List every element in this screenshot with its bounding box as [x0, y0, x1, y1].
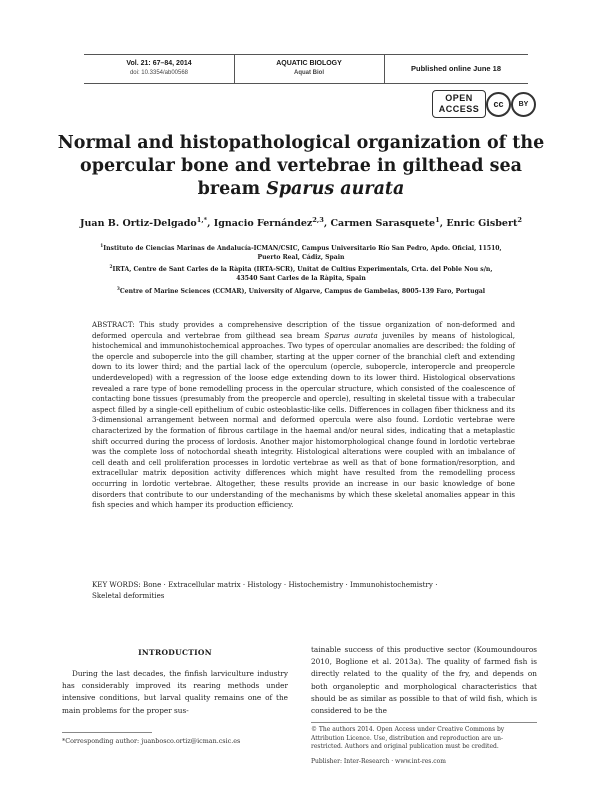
affiliation-1-number: 1	[100, 244, 104, 249]
abstract	[92, 320, 515, 511]
corresponding-author: *Corresponding author: juanbosco.ortiz@icman.csic.es	[62, 737, 241, 745]
abstract-text-end: juveniles by means of histological, histochemical and immunohistochemical approaches. Two types of opercular anomalies are described: the folding of the opercle and subopercle into the gill chamber, starting at the upper corner of the branchial cleft and extending down to its lower third; and the partial lack of the operculum (opercle, subopercle, interopercle and preopercle underdeveloped) with a regression of the loose edge extending down to its lower third. Histological observations revealed a rare type of bone remodelling process in the opercular structure, which consisted of the coalescence of contacting bone tissues (presumably from the preopercle and opercle), resulting in skeletal tissue with a trabecular aspect filled by a single-cell epithelium of cubic osteoblastic-like cells. Differences in collagen fiber thickness and its 3-dimensional arrangement between normal and deformed opercula were also found. Lordotic vertebrae were characterized by the formation of fibrous cartilage in the haemal and/or neural sides, indicating that a metaplastic shift occurred during the process of lordosis. Another major histomorphological change found in lordotic vertebrae was the complete loss of notochordal sheath integrity. Histological alterations were coupled with an imbalance of cell death and cell proliferation processes in lordotic vertebrae as well as that of bone formation/resorption, and extracellular matrix deposition activity differences which might have resulted from the remodelling process occurring in lordotic vertebrae. Altogether, these results provide an increase in our basic knowledge of bone disorders that contribute to our understanding of the mechanisms by which these skeletal anomalies appear in this fish species and which hamper its production efficiency.	[92, 330, 515, 510]
keywords-line2: Skeletal deformities	[92, 590, 165, 600]
title-species: Sparus aurata	[266, 179, 405, 199]
affiliation-2-line2: 43540 Sant Carles de la Ràpita, Spain	[236, 275, 366, 283]
author-3: Carmen Sarasquete	[330, 218, 436, 230]
author-2-affil: 2,3	[312, 216, 324, 224]
title-line-3	[40, 178, 562, 201]
journal-cell	[234, 55, 385, 83]
author-4: Enric Gisbert	[446, 218, 518, 230]
publisher-info: Publisher: Inter-Research · www.int-res.com	[311, 758, 446, 765]
footnote-divider	[62, 732, 152, 733]
corresponding-star: *	[203, 216, 208, 224]
abstract-species: Sparus aurata	[324, 330, 378, 340]
affiliation-3	[70, 285, 532, 296]
author-2: Ignacio Fernández	[213, 218, 313, 230]
keywords-line1: KEY WORDS: Bone · Extracellular matrix · Histology · Histochemistry · Immunohistochemistry ·	[92, 580, 438, 589]
author-separator: ,	[439, 218, 447, 230]
copyright-line2: Attribution Licence. Use, distribution and reproduction are un-	[311, 734, 503, 742]
copyright-notice	[311, 726, 537, 752]
journal-header	[84, 54, 528, 84]
intro-right-column: tainable success of this productive sector (Koumoundouros 2010, Boglione et al. 2013a). The quality of farmed fish is directly related to the quality of the fry, and depends on both organoleptic and morphological characteristics that should be as similar as possible to that of wild fish, which is considered to be the	[311, 645, 537, 716]
volume-cell	[84, 55, 235, 83]
copyright-line1: © The authors 2014. Open Access under Creative Commons by	[311, 726, 505, 733]
affiliation-1-line2: Puerto Real, Cádiz, Spain	[257, 254, 345, 262]
author-list	[40, 216, 562, 229]
published-date: Published online June 18	[410, 64, 502, 73]
creative-commons-icon: cc	[486, 92, 511, 117]
intro-left-column: During the last decades, the finfish larviculture industry has considerably improved its rearing methods under intensive conditions, but larval quality remains one of the main problems for the proper sus-	[62, 669, 288, 715]
attribution-icon: BY	[511, 92, 536, 117]
author-1-affil: 1,	[196, 216, 204, 224]
affiliation-2-number: 2	[109, 265, 113, 270]
affiliation-1-line1: Instituto de Ciencias Marinas de Andalucía-ICMAN/CSIC, Campus Universitario Río San Pedro, Apdo. Oficial, 11510,	[103, 245, 502, 253]
author-1: Juan B. Ortiz-Delgado	[80, 218, 197, 230]
doi[interactable]: doi: 10.3354/ab00568	[129, 70, 189, 76]
affiliation-2	[70, 263, 532, 283]
author-4-affil: 2	[517, 216, 522, 224]
published-cell	[384, 55, 528, 83]
keywords	[92, 580, 515, 601]
author-separator: ,	[207, 218, 214, 230]
open-access-line2: ACCESS	[438, 104, 480, 114]
title-line-2: opercular bone and vertebrae in gilthead sea	[80, 156, 522, 176]
title-line-3-text: bream	[197, 179, 267, 199]
section-heading-introduction: INTRODUCTION	[138, 648, 212, 657]
journal-abbrev: Aquat Biol	[294, 70, 324, 76]
title-line-1: Normal and histopathological organization of the	[57, 133, 545, 153]
copyright-line3: restricted. Authors and original publication must be credited.	[311, 743, 499, 750]
affiliation-1	[70, 242, 532, 262]
paper-title	[40, 132, 562, 201]
affiliation-3-text: Centre of Marine Sciences (CCMAR), University of Algarve, Campus de Gambelas, 8005-139 Faro, Portugal	[119, 288, 486, 296]
journal-name: AQUATIC BIOLOGY	[276, 60, 342, 67]
author-separator: ,	[323, 218, 331, 230]
volume-info: Vol. 21: 67–84, 2014	[126, 60, 192, 67]
open-access-badge	[432, 90, 486, 118]
copyright-divider	[311, 722, 537, 723]
abstract-text-start: ABSTRACT: This study provides a comprehensive description of the tissue organization of non-deformed and deformed opercula and vertebrae from gilthead sea bream	[92, 320, 515, 340]
open-access-line1: OPEN	[445, 93, 473, 103]
affiliation-2-line1: IRTA, Centre de Sant Carles de la Ràpita (IRTA-SCR), Unitat de Cultius Experimentals, Crta. del Poble Nou s/n,	[112, 266, 493, 274]
affiliation-3-number: 3	[116, 287, 120, 292]
author-3-affil: 1	[435, 216, 440, 224]
